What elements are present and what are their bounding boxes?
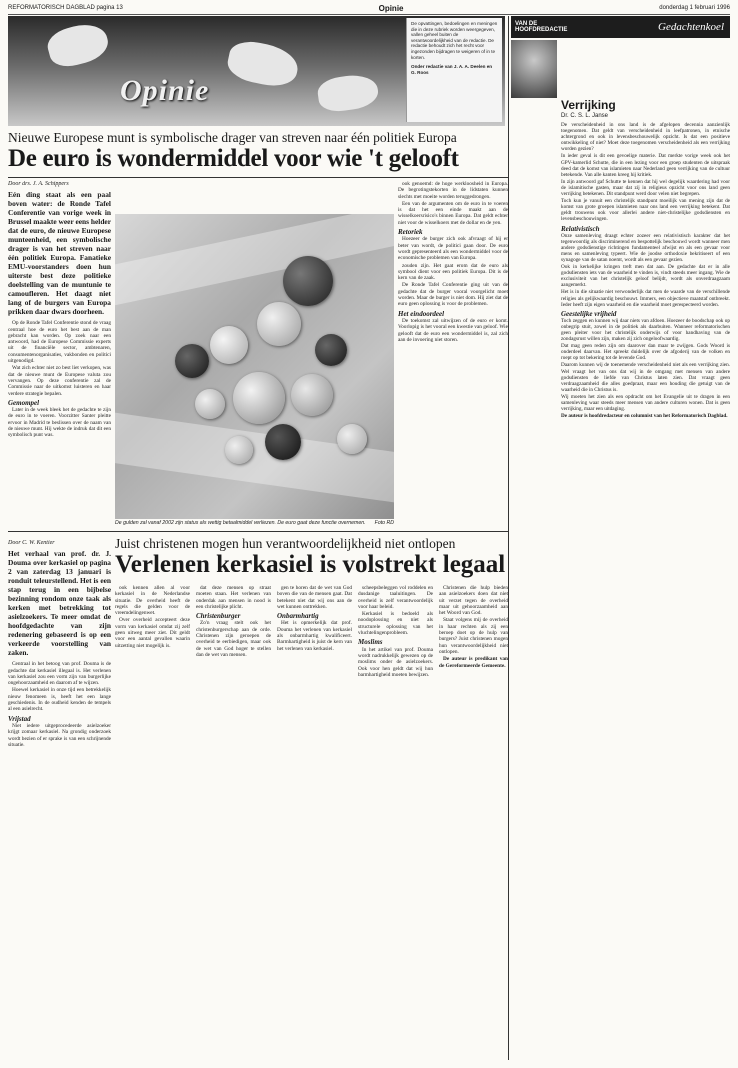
lead-article-byline: Door drs. J. A. Schippers [8,181,69,187]
running-header [8,2,730,15]
second-article-column-4 [277,585,352,1060]
paragraph: De toekomst zal uitwijzen of de euro er komt. Voorlopig is het vooral een kwestie van geloof. Wie gelooft dat de euro een wondermiddel is, zal zich aan de invoering niet storen. [398,317,508,343]
paragraph: Centraal in het betoog van prof. Douma is de gedachte dat kerkasiel illegaal is. Het verlenen van kerkasiel zou een vorm zijn van burgerlijke ongehoorzaamheid en daarom af te wijzen. [8,661,111,687]
subheading: Retoriek [398,228,423,237]
editorial-author: Dr. C. S. L. Janse [561,113,609,119]
euro-coins-photo [115,214,394,519]
editorial-header-title: Gedachtenkoel [658,21,724,33]
paragraph: Christenen die hulp bieden aan asielzoekers doen dat niet uit verzet tegen de overheid maar uit gehoorzaamheid aan het Woord van God. [439,585,508,617]
editorial-paragraph: De verscheidenheid in ons land is de afgelopen decennia aanzienlijk toegenomen. Dat geldt van verscheidenheid in leefpatronen, in etnische achtergrond en ook in levensbeschouwelijk opzicht. Is dat een positieve ontwikkeling of niet? Moet deze toegenomen verscheidenheid als een verrijking worden gezien? [561,122,730,153]
editorial-paragraph: Toch zeggen en kunnen wij daar niets van afdoen. Hoezeer de boodschap ook op onbegrip stuit, zowel in de politiek als daarbuiten. Wanneer reformatorischen geen pleiter voor het christelijk onderwijs of voor handhaving van de zondagsrust willen zijn, maken zij zich ongeloofwaardig. [561,317,730,343]
paragraph: ook kennen allen al voor kerkasiel in de Nederlandse situatie. De overheid heeft de regels die gelden voor de vreemdelingenwet. [115,585,190,617]
editorial-paragraph: Dat mag geen reden zijn om daarover dan maar te zwijgen. Gods Woord is onderdeel daarvan. Het spreekt duidelijk over de afgoderij van de volken en roept op tot bekering tot de levende God. [561,343,730,362]
second-article-intro: Het verhaal van prof. dr. J. Douma over kerkasiel op pagina 2 van zaterdag 13 januari is ronduit teleurstellend. Het is een stap terug in een bijbelse bezinning rondom onze taak als kerken met betrekking tot asielzoekers. Te meer omdat de hoofdgedachte van zijn redenering gebaseerd is op een verkeerde voorstelling van zaken. [8,549,111,658]
second-article-byline: Door C. W. Kentier [8,540,55,546]
hand-illustration-right [316,72,380,114]
coin [291,374,333,416]
coin [337,424,367,454]
subheading: Vrijstad [8,714,31,723]
editorial-paragraph: Ook in kerkelijke kringen treft men dat aan. De gedachte dat er in alle godsdiensten iets van de waarheid te vinden is, vindt steeds meer ingang. Wie de exclusiviteit van het christelijk geloof belijdt, wordt als onverdraagzaam aangemerkt. [561,264,730,289]
coin [265,424,301,460]
coin [175,344,209,378]
paragraph: Hoezeer de burger zich ook afvraagt of hij er beter van wordt, de politici gaan door. De euro wordt gepresenteerd als een wondermiddel voor de economische problemen van Europa. [398,236,508,262]
editorial-subheading: Geestelijke vrijheid [561,309,617,318]
spacer [115,528,116,529]
editorial-subheading: Relativistisch [561,224,600,233]
editorial-paragraph: In ieder geval is dit een gevoelige materie. Dat merkte vorige week ook het GPV-kamerlid Schutte, die in een lezing voor een groep studenten de uitspraak deed dat de komst van islamieten naar Nederland geen verrijking van de cultuur betekende. Van alle kanten kreeg hij kritiek. [561,153,730,178]
subheading: Het eindoordeel [398,309,445,318]
editorial-body [561,122,730,1052]
paragraph: Een van de argumenten om de euro in te voeren is dat het een einde maakt aan de wisselkoersrisico's binnen Europa. Dat geldt echter niet voor de wisselkoers met de dollar en de yen. [398,200,508,226]
paragraph: ook genoemd: de hoge werkloosheid in Europa. De begrotingstekorten in de lidstaten kunnen slechts met moeite worden teruggedrongen. [398,181,508,200]
second-article-column-1 [8,540,111,1060]
paragraph: Op de Ronde Tafel Conferentie stond de vraag centraal hoe de euro het best aan de man gebracht kan worden. Op zoek naar een antwoord, had de Europese Commissie experts uit de financiële sector, ambtenaren, consumentenorganisaties, vakbonden en politici uitgenodigd. [8,320,111,365]
publication-date: donderdag 1 februari 1996 [659,5,730,11]
column-divider [508,16,509,1060]
second-article-column-5 [358,585,433,1060]
paragraph: Niet iedere uitgeprocedeerde asielzoeker krijgt zomaar kerkasiel. Na grondig onderzoek wordt bezien of er sprake is van een schrijnende situatie. [8,722,111,748]
editorial-paragraph: Het is in die situatie niet verwonderlijk dat men de waarde van de verschillende religies als gelijkwaardig beschouwt. Immers, een objectieve maatstaf ontbreekt. Ieder heeft zijn eigen waarheid en die waarheid moet gerespecteerd worden. [561,289,730,308]
lead-article-headline: De euro is wondermiddel voor wie 't gelooft [8,145,459,172]
banner-title: Opinie [120,74,210,107]
subheading: Onbarmhartig [277,612,319,621]
paragraph: Later in de week bleek het de gedachte te zijn de euro in te voeren. Voorzitter Santer pleitte ervoor in Madrid te beslissen over de naam van de nieuwe munt. Hij wekte de indruk dat dit een symbolisch punt was. [8,407,111,439]
editorial-paragraph: Toch kun je vanuit een christelijk standpunt moeilijk van mening zijn dat de komst van grote groepen islamieten naar ons land een verrijking betekent. Dat geldt trouwens ook voor allerlei andere niet-christelijke godsdiensten en levensbeschouwingen. [561,198,730,223]
opinie-banner [8,16,505,126]
second-article-headline: Verlenen kerkasiel is volstrekt legaal [115,551,506,578]
hand-illustration-center [225,37,302,91]
editorial-paragraph: Daarom kunnen wij de toenemende verscheidenheid niet als een verrijking zien. Wel vraagt het van ons dat wij in de omgang met mensen van andere godsdiensten de liefde van Christus laten zien. Dat vraagt geen verdraagzaamheid die alles goedpraat, maar een houding die getuigt van de waarheid die in Christus is. [561,362,730,393]
caption-text: De gulden zal vanaf 2002 zijn status als wettig betaalmiddel verliezen. De euro gaat deze functie overnemen. [115,520,366,526]
second-article-column-2 [115,585,190,1060]
banknote [115,214,394,308]
coin [257,302,301,346]
lead-article-kicker: Nieuwe Europese munt is symbolische drager van streven naar één politiek Europa [8,130,457,145]
coin [315,334,347,366]
paragraph: gen te horen dat de wet van God boven die van de mensen gaat. Dat betekent niet dat wij ons aan de wet kunnen onttrekken. [277,585,352,610]
coin [283,256,333,306]
paragraph: De Ronde Tafel Conferentie ging uit van de gedachte dat de burger vooral voorgelicht moet worden. Maar de burger is niet dom. Hij ziet dat de euro geen oplossing is voor de problemen. [398,282,508,308]
coin [195,389,225,419]
paragraph: dat deze mensen op straat moeten staan. Het verlenen van onderdak aan mensen in nood is een christelijke plicht. [196,585,271,610]
editorial-paragraph: In zijn antwoord gaf Schutte te kennen dat hij wel degelijk waardering had voor de islamitische gasten, maar dat zij in religieus opzicht voor ons land geen verrijking betekenen. Dit standpunt werd door velen niet begrepen. [561,178,730,198]
disclaimer-text: De opvattingen, bedoelingen en meningen die in deze rubriek worden weergegeven, vallen geheel buiten de verantwoordelijkheid van de redactie. De redactie behoudt zich het recht voor ingezonden bijdragen te weigeren of in te korten. [411,21,498,60]
paragraph: Wat zich echter niet zo best liet verkopen, was dat de nieuwe munt de Europese valuta zou vervangen. Op deze conferentie zal de Commissie naar de uitkomst luisteren en haar verdere strategie bepalen. [8,365,111,397]
photo-credit: Foto RD [374,520,394,526]
editorial-header-label: VAN DE HOOFDREDACTIE [515,21,568,33]
divider [8,531,508,532]
paragraph: Over overheid accepteert deze vorm van kerkasiel omdat zij zelf geen uitweg meer ziet. Dit geldt voor een aantal gevallen waarin uitzetting niet mogelijk is. [115,617,190,649]
second-article-column-6 [439,585,508,1060]
hand-illustration-left [44,19,112,71]
subheading: Christenburger [196,612,241,621]
paragraph: scheepsbeleggen vol roddelen en dusdanige taaluitingen. De overheid is zelf verantwoordelijk voor haar beleid. [358,585,433,610]
divider [8,177,508,178]
running-header-left: REFORMATORISCH DAGBLAD pagina 13 [8,5,123,11]
coin [233,372,285,424]
editorial-paragraph: Wij moeten het zien als een opdracht om het Evangelie uit te dragen in een samenleving waar steeds meer mensen van andere culturen wonen. Dat is geen verrijking, maar een uitdaging. [561,393,730,413]
paragraph: Zo'n vraag stelt ook het christenburgerschap aan de orde. Christenen zijn geroepen de overheid te eerbiedigen, maar ook de wet van God hoger te stellen dan de wet van mensen. [196,620,271,658]
second-article-column-3 [196,585,271,1060]
paragraph: Kerkasiel is bedoeld als noodoplossing en niet als structurele oplossing van het vluchtelingenprobleem. [358,611,433,637]
editorial-footer: De auteur is hoofdredacteur en columnist van het Reformatorisch Dagblad. [561,413,728,420]
paragraph: Staat volgens mij de overheid in haar rechten als zij een beroep doet op de hulp van burgers? Juist christenen mogen hun verantwoordelijkheid niet ontlopen. [439,617,508,655]
coin [210,326,248,364]
section-name: Opinie [378,3,404,13]
author-portrait [511,40,557,98]
second-article-kicker: Juist christenen mogen hun verantwoordelijkheid niet ontlopen [115,536,456,551]
lead-article-intro: Eén ding staat als een paal boven water: de Ronde Tafel Conferentie van vorige week in Brussel maakte weer eens helder dat de euro, de nieuwe Europese munteenheid, een symbolische drager is van het streven naar één politiek Europa. Fanatieke EMU-voorstanders doen hun uiterste best deze politieke doelstelling van de muntunie te camoufleren. Het daagt niet lang of de burgers van Europa prikken daar dwars doorheen. [8,190,111,317]
editorial-paragraph: Onze samenleving draagt echter zozeer een relativistisch karakter dat het tegenwoordig als discriminerend en bespottelijk beschouwd wordt wanneer men andere godsdienstige richtingen fundamenteel afwijst en als een gevaar voor mens en samenleving typeert. Wie de joodse orthodoxie bekritiseert of een synagoge van de satan noemt, wordt als een gevaar gezien. [561,232,730,263]
paragraph: Hoewel kerkasiel in onze tijd een betrekkelijk nieuw fenomeen is, heeft het een lange geschiedenis. In de oudheid kenden de tempels al een asielrecht. [8,687,111,713]
photo-caption [115,520,394,526]
paragraph: In het artikel van prof. Douma wordt nadrukkelijk gewezen op de moslims onder de asielzoekers. Ook voor hen geldt dat wij hun barmhartigheid moeten bewijzen. [358,646,433,678]
disclaimer-credit: Onder redactie van J. A. A. Deelen en G. Roos [411,64,493,75]
paragraph: Het is opmerkelijk dat prof. Douma het verlenen van kerkasiel als onbarmhartig kwalificeert. Barmhartigheid is juist de kern van het verlenen van kerkasiel. [277,620,352,652]
subheading: Moslims [358,638,383,647]
lead-article-column-1 [8,181,111,526]
lead-article-column-5 [398,181,508,526]
paragraph: zouden zijn. Het gaat erom dat de euro als symbool dient voor een politiek Europa. Dit is de kern van de zaak. [398,262,508,282]
author-note: De auteur is predikant van de Gereformeerde Gemeente. [439,656,508,669]
subheading: Gemompel [8,398,40,407]
editorial-header [511,16,730,38]
disclaimer-box [406,18,502,122]
editorial-title: Verrijking [561,98,616,112]
coin [225,436,253,464]
